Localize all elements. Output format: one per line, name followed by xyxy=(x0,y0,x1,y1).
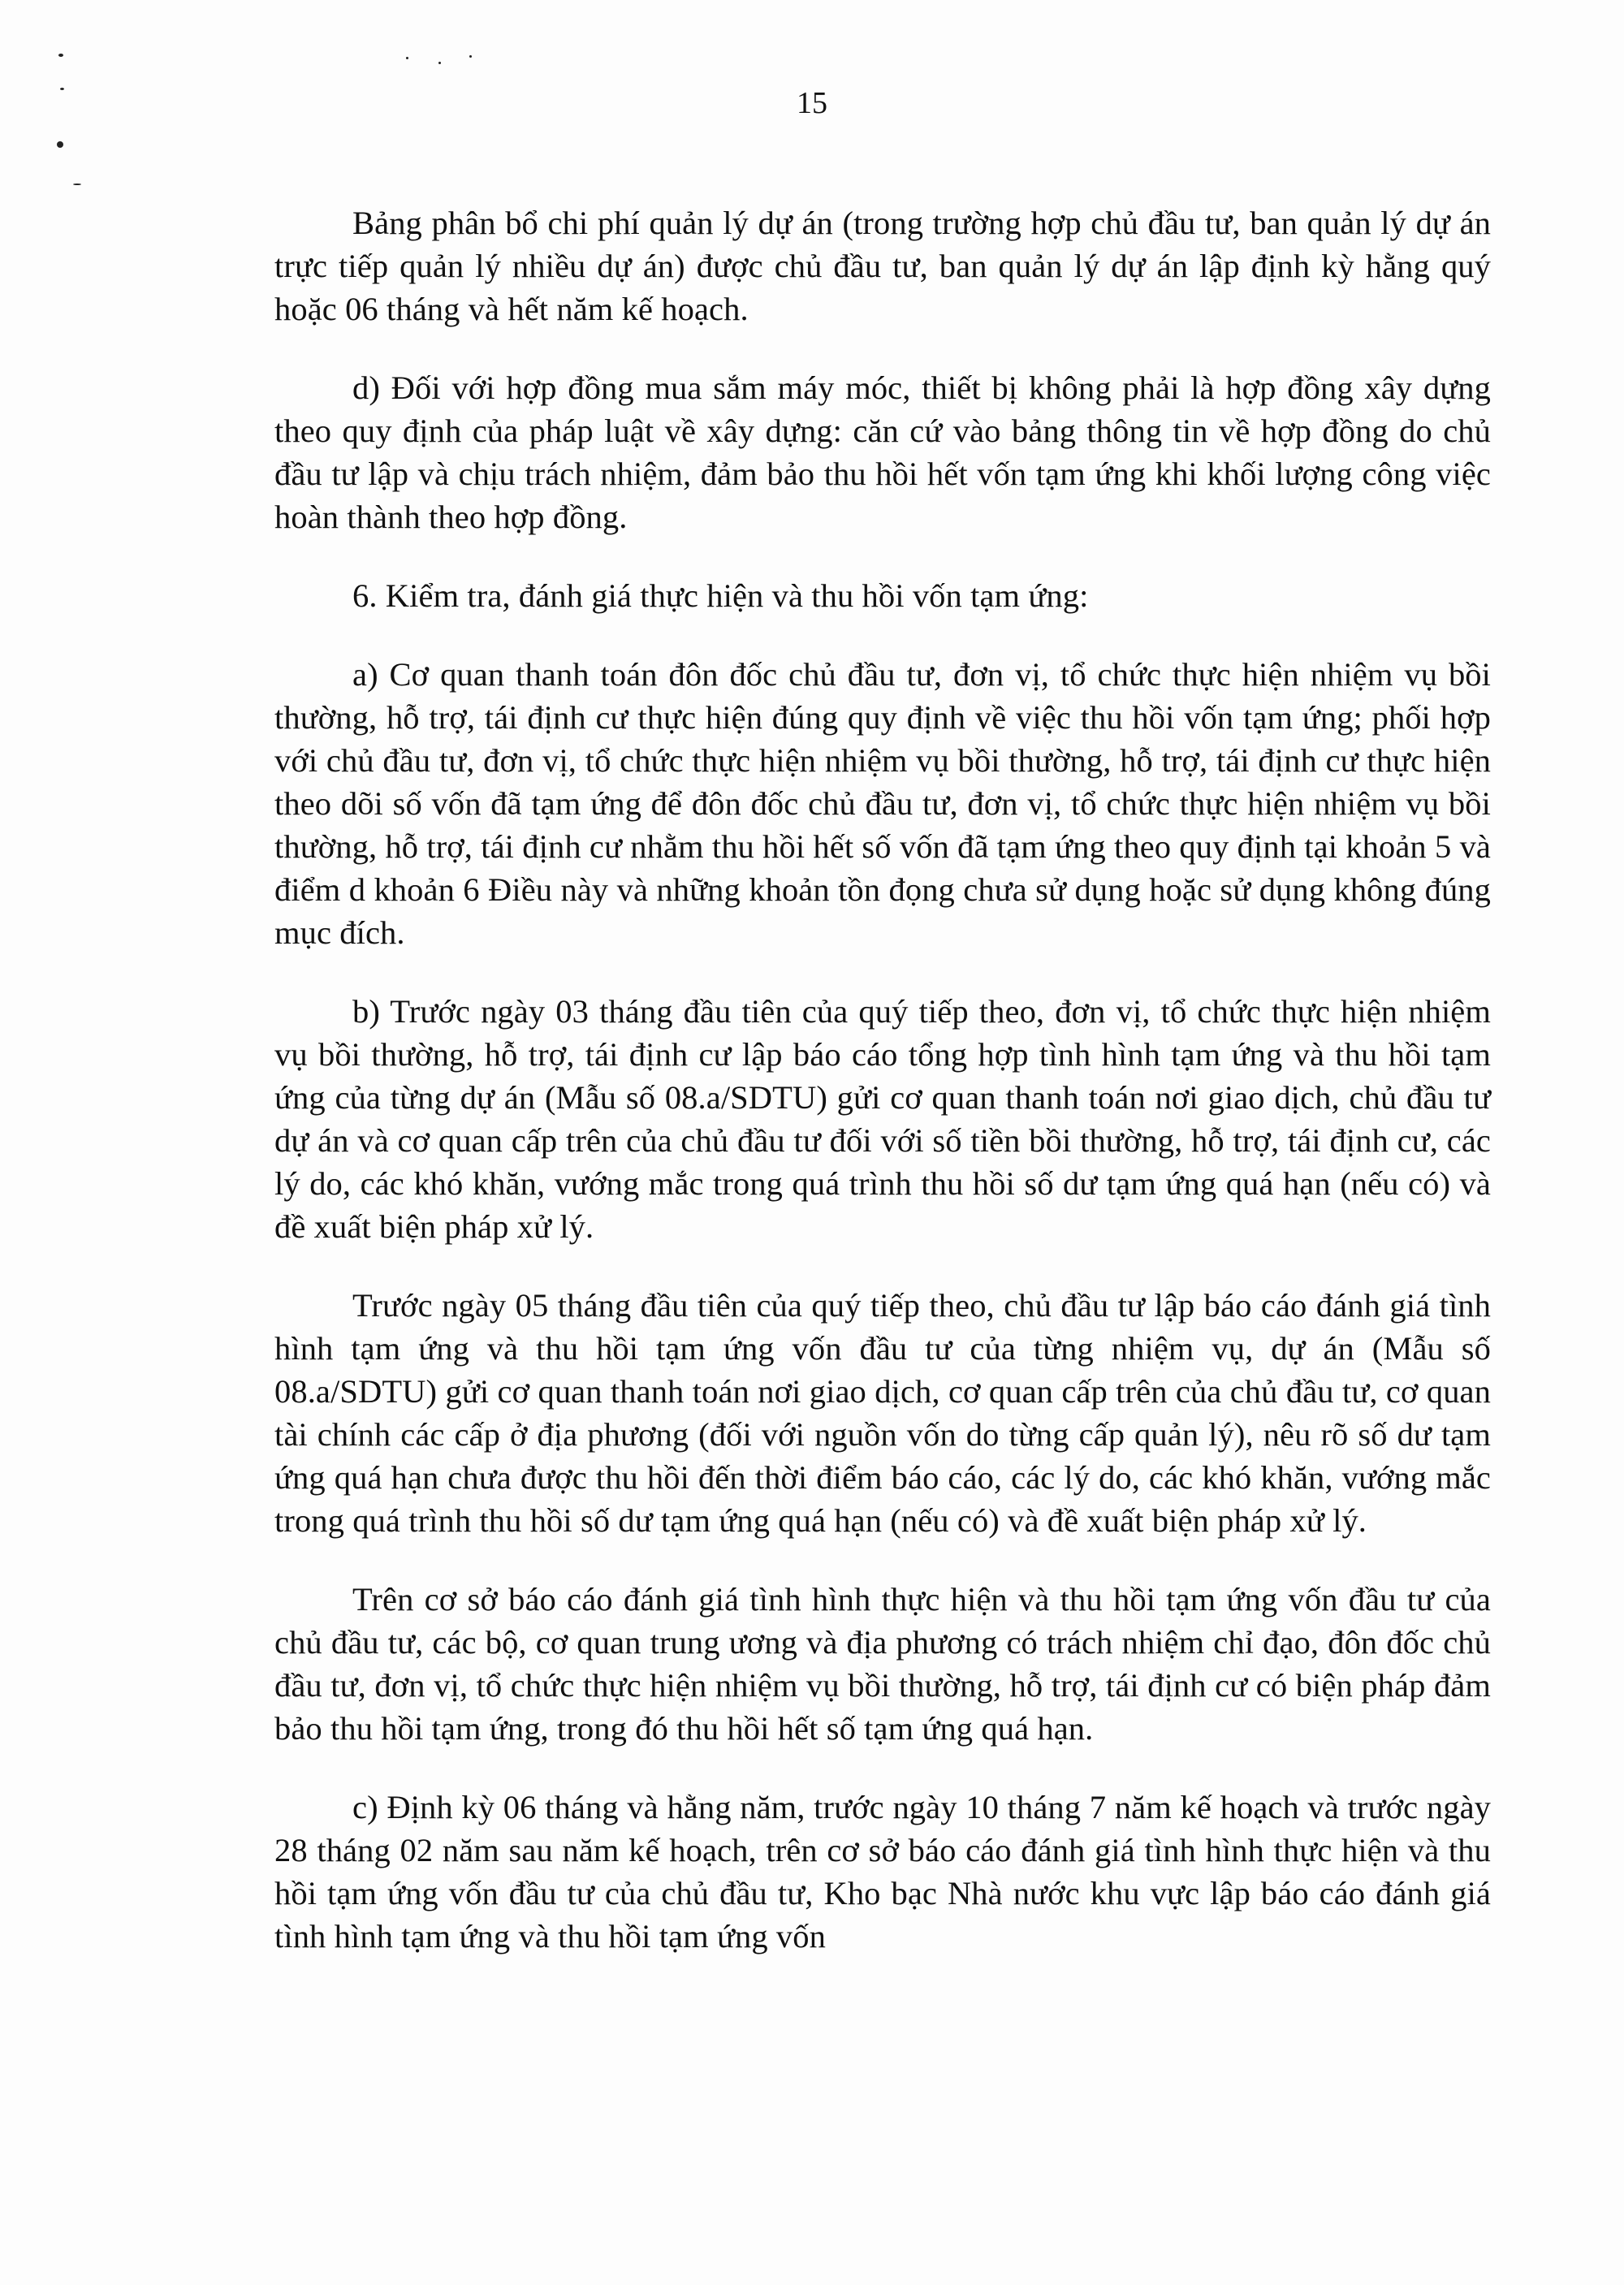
paragraph-a-payment-agency: a) Cơ quan thanh toán đôn đốc chủ đầu tư, đơn vị, tổ chức thực hiện nhiệm vụ bồi thường, hỗ trợ, tái định cư thực hiện đúng quy định về việc thu hồi vốn tạm ứng; phối hợp với chủ đầu tư, đơn vị, tổ chức thực hiện nhiệm vụ bồi thường, hỗ trợ, tái định cư thực hiện theo dõi số vốn đã tạm ứng để đôn đốc chủ đầu tư, đơn vị, tổ chức thực hiện nhiệm vụ bồi thường, hỗ trợ, tái định cư nhằm thu hồi hết số vốn đã tạm ứng theo quy định tại khoản 5 và điểm d khoản 6 Điều này và những khoản tồn đọng chưa sử dụng hoặc sử dụng không đúng mục đích. xyxy=(274,656,1491,951)
scan-speck xyxy=(406,57,408,59)
scan-speck xyxy=(469,55,472,58)
paragraph-cost-allocation: Bảng phân bổ chi phí quản lý dự án (trong trường hợp chủ đầu tư, ban quản lý dự án trực tiếp quản lý nhiều dự án) được chủ đầu tư, ban quản lý dự án lập định kỳ hằng quý hoặc 06 tháng và hết năm kế hoạch. xyxy=(274,205,1491,327)
scan-speck xyxy=(58,54,63,57)
paragraph-c-periodic-report: c) Định kỳ 06 tháng và hằng năm, trước ngày 10 tháng 7 năm kế hoạch và trước ngày 28 tháng 02 năm sau năm kế hoạch, trên cơ sở báo cáo đánh giá tình hình thực hiện và thu hồi tạm ứng vốn đầu tư của chủ đầu tư, Kho bạc Nhà nước khu vực lập báo cáo đánh giá tình hình tạm ứng và thu hồi tạm ứng vốn xyxy=(274,1789,1491,1955)
page-number: 15 xyxy=(797,86,827,120)
scan-speck xyxy=(438,62,441,64)
scan-speck xyxy=(57,141,63,148)
document-body xyxy=(274,201,1491,1993)
paragraph-d-equipment-contract: d) Đối với hợp đồng mua sắm máy móc, thiết bị không phải là hợp đồng xây dựng theo quy định của pháp luật về xây dựng: căn cứ vào bảng thông tin về hợp đồng do chủ đầu tư lập và chịu trách nhiệm, đảm bảo thu hồi hết vốn tạm ứng khi khối lượng công việc hoàn thành theo hợp đồng. xyxy=(274,369,1491,535)
paragraph-ministries-direction: Trên cơ sở báo cáo đánh giá tình hình thực hiện và thu hồi tạm ứng vốn đầu tư của chủ đầu tư, các bộ, cơ quan trung ương và địa phương có trách nhiệm chỉ đạo, đôn đốc chủ đầu tư, đơn vị, tổ chức thực hiện nhiệm vụ bồi thường, hỗ trợ, tái định cư có biện pháp đảm bảo thu hồi tạm ứng, trong đó thu hồi hết số tạm ứng quá hạn. xyxy=(274,1581,1491,1747)
paragraph-6-heading: 6. Kiểm tra, đánh giá thực hiện và thu hồi vốn tạm ứng: xyxy=(352,577,1089,614)
paragraph-investor-report: Trước ngày 05 tháng đầu tiên của quý tiếp theo, chủ đầu tư lập báo cáo đánh giá tình hình tạm ứng và thu hồi tạm ứng vốn đầu tư của từng nhiệm vụ, dự án (Mẫu số 08.a/SDTU) gửi cơ quan thanh toán nơi giao dịch, cơ quan cấp trên của chủ đầu tư, cơ quan tài chính các cấp ở địa phương (đối với nguồn vốn do từng cấp quản lý), nêu rõ số dư tạm ứng quá hạn chưa được thu hồi đến thời điểm báo cáo, các lý do, các khó khăn, vướng mắc trong quá trình thu hồi số dư tạm ứng quá hạn (nếu có) và đề xuất biện pháp xử lý. xyxy=(274,1287,1491,1539)
scan-speck xyxy=(73,184,81,185)
paragraph-b-quarterly-report: b) Trước ngày 03 tháng đầu tiên của quý tiếp theo, đơn vị, tổ chức thực hiện nhiệm vụ bồi thường, hỗ trợ, tái định cư lập báo cáo tổng hợp tình hình tạm ứng và thu hồi tạm ứng của từng dự án (Mẫu số 08.a/SDTU) gửi cơ quan thanh toán nơi giao dịch, chủ đầu tư dự án và cơ quan cấp trên của chủ đầu tư đối với số tiền bồi thường, hỗ trợ, tái định cư, các lý do, các khó khăn, vướng mắc trong quá trình thu hồi số dư tạm ứng quá hạn (nếu có) và đề xuất biện pháp xử lý. xyxy=(274,993,1491,1245)
